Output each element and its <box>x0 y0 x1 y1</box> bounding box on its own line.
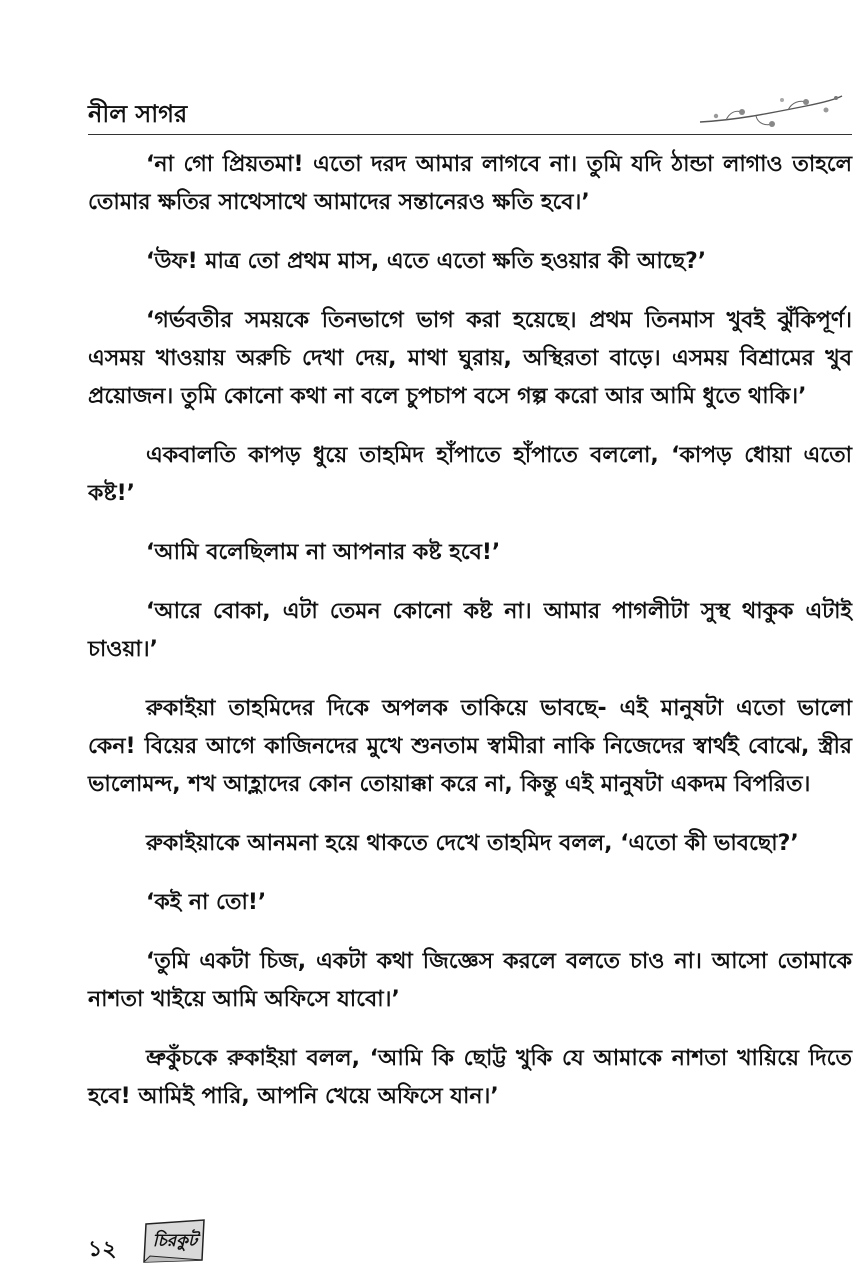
page-footer <box>88 1218 388 1268</box>
header-divider <box>88 134 852 135</box>
paragraph: ‘কই না তো!’ <box>146 890 267 915</box>
page-number: ১২ <box>88 1237 117 1262</box>
paragraph: ভ্রুকুঁচকে রুকাইয়া বলল, ‘আমি কি ছোট্ট খুকি যে আমাকে নাশতা খায়িয়ে দিতে হবে! আমিই পারি, আপনি খেয়ে অফিসে যান।’ <box>88 1046 852 1109</box>
running-title: নীল সাগর <box>88 100 188 128</box>
paragraph: ‘আরে বোকা, এটা তেমন কোনো কষ্ট না। আমার পাগলীটা সুস্থ থাকুক এটাই চাওয়া।’ <box>88 599 852 662</box>
body-text <box>88 146 852 1137</box>
paragraph: রুকাইয়াকে আনমনা হয়ে থাকতে দেখে তাহমিদ বলল, ‘এতো কী ভাবছো?’ <box>146 831 799 856</box>
paragraph: ‘আমি বলেছিলাম না আপনার কষ্ট হবে!’ <box>146 540 501 565</box>
publisher-logo-text: চিরকুট <box>152 1231 198 1251</box>
paragraph: একবালতি কাপড় ধুয়ে তাহমিদ হাঁপাতে হাঁপাতে বললো, ‘কাপড় ধোয়া এতো কষ্ট!’ <box>88 443 852 506</box>
page-header <box>88 92 852 140</box>
publisher-logo <box>140 1218 210 1264</box>
floral-branch-icon <box>696 92 846 132</box>
paragraph: ‘তুমি একটা চিজ, একটা কথা জিজ্ঞেস করলে বলতে চাও না। আসো তোমাকে নাশতা খাইয়ে আমি অফিসে যাবো।’ <box>88 949 852 1012</box>
paragraph: ‘গর্ভবতীর সময়কে তিনভাগে ভাগ করা হয়েছে। প্রথম তিনমাস খুবই ঝুঁকিপূর্ণ। এসময় খাওয়ায় অরুচি দেখা দেয়, মাথা ঘুরায়, অস্থিরতা বাড়ে। এসময় বিশ্রামের খুব প্রয়োজন। তুমি কোনো কথা না বলে চুপচাপ বসে গল্প করো আর আমি ধুতে থাকি।’ <box>88 308 852 409</box>
paragraph: রুকাইয়া তাহমিদের দিকে অপলক তাকিয়ে ভাবছে- এই মানুষটা এতো ভালো কেন! বিয়ের আগে কাজিনদের মুখে শুনতাম স্বামীরা নাকি নিজেদের স্বার্থই বোঝে, স্ত্রীর ভালোমন্দ, শখ আহ্লাদের কোন তোয়াক্কা করে না, কিন্তু এই মানুষটা একদম বিপরিত। <box>88 696 852 797</box>
paragraph: ‘না গো প্রিয়তমা! এতো দরদ আমার লাগবে না। তুমি যদি ঠান্ডা লাগাও তাহলে তোমার ক্ষতির সাথেসাথে আমাদের সন্তানেরও ক্ষতি হবে।’ <box>88 152 852 215</box>
paragraph: ‘উফ! মাত্র তো প্রথম মাস, এতে এতো ক্ষতি হওয়ার কী আছে?’ <box>146 249 707 274</box>
